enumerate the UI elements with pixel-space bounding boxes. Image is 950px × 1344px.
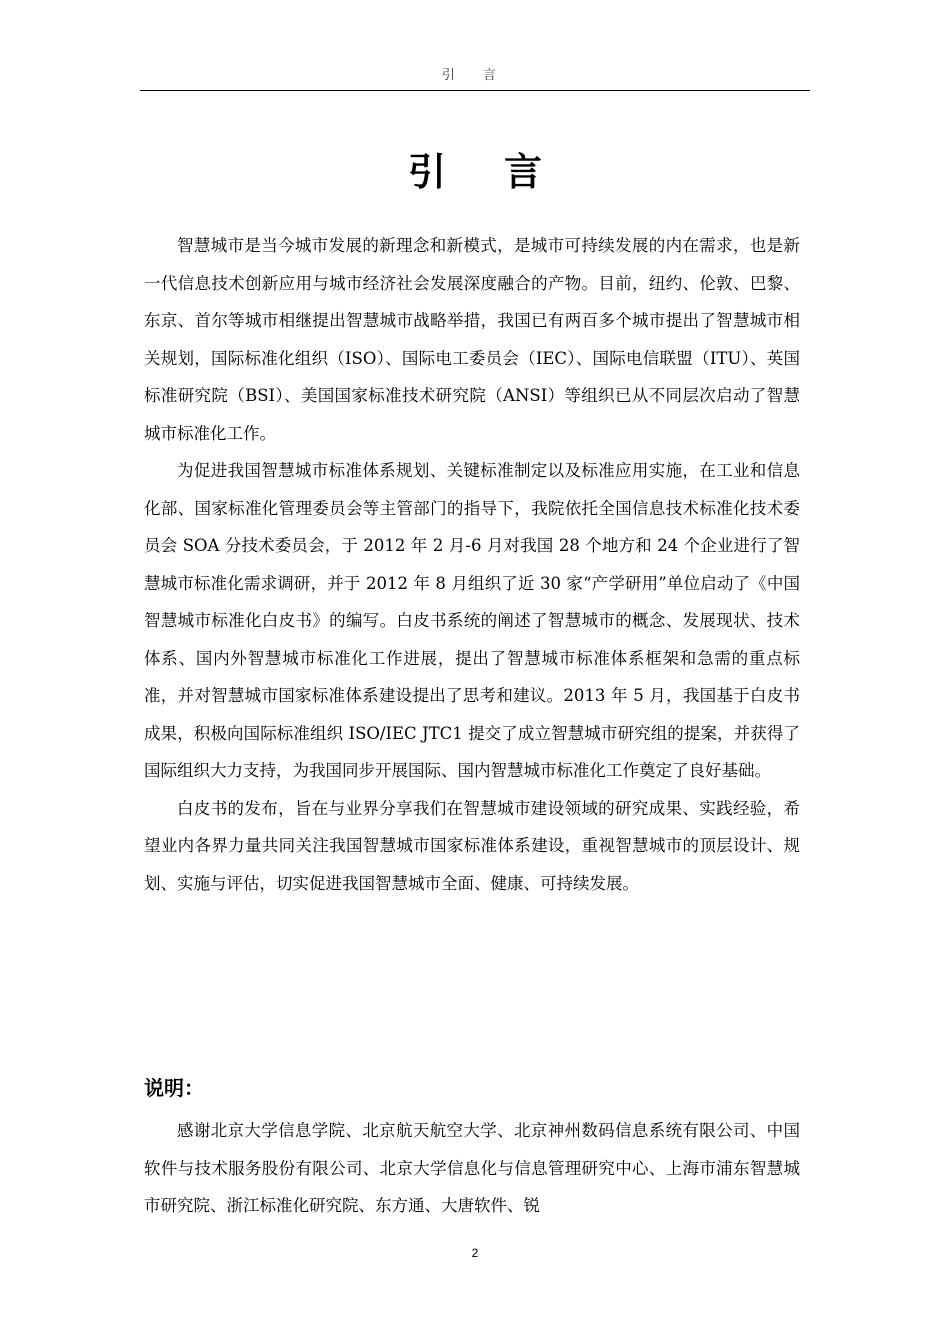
note-heading: 说明： bbox=[144, 1076, 204, 1100]
running-header: 引 言 bbox=[140, 66, 810, 91]
page-number: 2 bbox=[471, 1246, 479, 1260]
paragraph-1: 智慧城市是当今城市发展的新理念和新模式，是城市可持续发展的内在需求，也是新一代信息技术创新应用与城市经济社会发展深度融合的产物。目前，纽约、伦敦、巴黎、东京、首尔等城市相继提出智慧城市战略举措，我国已有两百多个城市提出了智慧城市相关规划，国际标准化组织（ISO）、国际电工委员会（IEC）、国际电信联盟（ITU）、英国标准研究院（BSI）、美国国家标准技术研究院（ANSI）等组织已从不同层次启动了智慧城市标准化工作。 bbox=[144, 236, 800, 443]
page-title: 引言 bbox=[407, 150, 600, 194]
note-body bbox=[144, 1112, 800, 1225]
paragraph-2: 为促进我国智慧城市标准体系规划、关键标准制定以及标准应用实施，在工业和信息化部、国家标准化管理委员会等主管部门的指导下，我院依托全国信息技术标准化技术委员会 SOA 分技术委员会，于 2012 年 2 月-6 月对我国 28 个地方和 24 个企业进行了智慧城市标准化需求调研，并于 2012 年 8 月组织了近 30 家“产学研用”单位启动了《中国智慧城市标准化白皮书》的编写。白皮书系统的阐述了智慧城市的概念、发展现状、技术体系、国内外智慧城市标准化工作进展，提出了智慧城市标准体系框架和急需的重点标准，并对智慧城市国家标准体系建设提出了思考和建议。2013 年 5 月，我国基于白皮书成果，积极向国际标准组织 ISO/IEC JTC1 提交了成立智慧城市研究组的提案，并获得了国际组织大力支持，为我国同步开展国际、国内智慧城市标准化工作奠定了良好基础。 bbox=[144, 461, 800, 780]
note-paragraph: 感谢北京大学信息学院、北京航天航空大学、北京神州数码信息系统有限公司、中国软件与技术服务股份有限公司、北京大学信息化与信息管理研究中心、上海市浦东智慧城市研究院、浙江标准化研究院、东方通、大唐软件、锐 bbox=[144, 1121, 800, 1215]
paragraph-3: 白皮书的发布，旨在与业界分享我们在智慧城市建设领域的研究成果、实践经验，希望业内各界力量共同关注我国智慧城市国家标准体系建设，重视智慧城市的顶层设计、规划、实施与评估，切实促进我国智慧城市全面、健康、可持续发展。 bbox=[144, 798, 800, 893]
intro-body bbox=[144, 227, 800, 902]
